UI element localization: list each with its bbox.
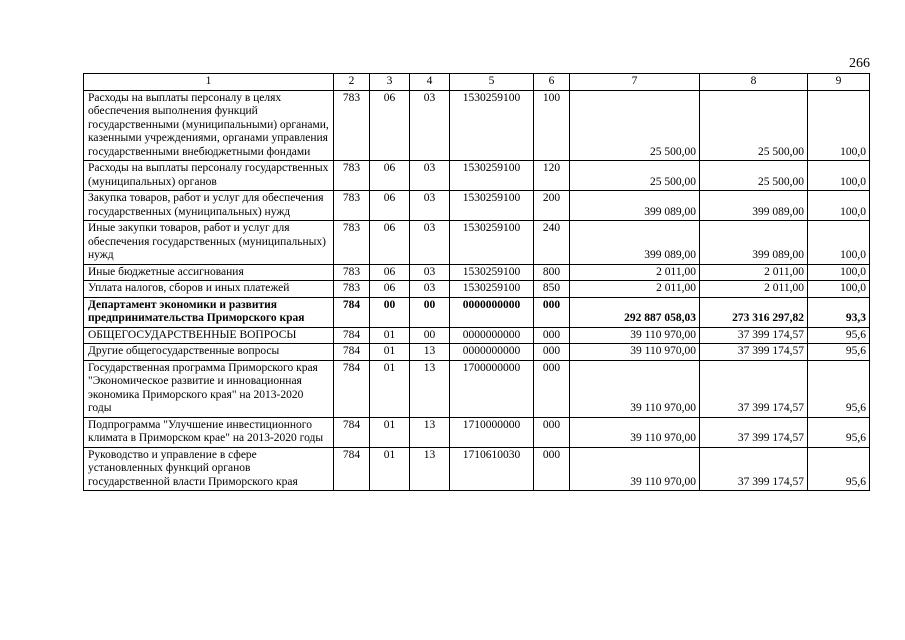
row-expense-type-code: 100	[534, 90, 570, 161]
row-expense-type-code: 000	[534, 344, 570, 361]
column-header-4: 4	[410, 74, 450, 91]
budget-table	[83, 73, 870, 491]
row-subsection-code: 13	[410, 417, 450, 447]
row-subsection-code: 13	[410, 360, 450, 417]
row-expense-type-code: 800	[534, 264, 570, 281]
column-header-6: 6	[534, 74, 570, 91]
row-name: ОБЩЕГОСУДАРСТВЕННЫЕ ВОПРОСЫ	[84, 327, 334, 344]
row-name: Иные закупки товаров, работ и услуг для обеспечения государственных (муниципальных) нужд	[84, 221, 334, 265]
column-header-2: 2	[334, 74, 370, 91]
row-actual-amount: 25 500,00	[700, 90, 808, 161]
row-name: Руководство и управление в сфере установленных функций органов государственной власти Приморского края	[84, 447, 334, 491]
table-row	[84, 90, 870, 161]
row-expense-type-code: 200	[534, 191, 570, 221]
row-planned-amount: 39 110 970,00	[570, 360, 700, 417]
table-row	[84, 281, 870, 298]
row-subsection-code: 03	[410, 90, 450, 161]
row-expense-type-code: 850	[534, 281, 570, 298]
row-actual-amount: 273 316 297,82	[700, 297, 808, 327]
row-actual-amount: 37 399 174,57	[700, 327, 808, 344]
column-header-5: 5	[450, 74, 534, 91]
row-name: Иные бюджетные ассигнования	[84, 264, 334, 281]
row-target-code: 1710610030	[450, 447, 534, 491]
row-subsection-code: 13	[410, 447, 450, 491]
row-target-code: 1530259100	[450, 90, 534, 161]
row-actual-amount: 399 089,00	[700, 221, 808, 265]
row-target-code: 0000000000	[450, 344, 534, 361]
row-ministry-code: 784	[334, 297, 370, 327]
row-percent: 100,0	[808, 281, 870, 298]
row-name: Расходы на выплаты персоналу в целях обеспечения выполнения функций государственными (муниципальными) органами, казенными учреждениями, органами управления государственными внебюджетными фондами	[84, 90, 334, 161]
row-planned-amount: 292 887 058,03	[570, 297, 700, 327]
row-actual-amount: 2 011,00	[700, 281, 808, 298]
row-section-code: 01	[370, 360, 410, 417]
row-target-code: 1530259100	[450, 191, 534, 221]
row-section-code: 01	[370, 417, 410, 447]
row-target-code: 1530259100	[450, 221, 534, 265]
row-percent: 100,0	[808, 264, 870, 281]
row-name: Уплата налогов, сборов и иных платежей	[84, 281, 334, 298]
row-section-code: 06	[370, 221, 410, 265]
column-header-8: 8	[700, 74, 808, 91]
row-planned-amount: 39 110 970,00	[570, 344, 700, 361]
row-expense-type-code: 120	[534, 161, 570, 191]
table-row	[84, 360, 870, 417]
row-section-code: 06	[370, 161, 410, 191]
row-actual-amount: 37 399 174,57	[700, 360, 808, 417]
column-header-7: 7	[570, 74, 700, 91]
row-target-code: 1530259100	[450, 264, 534, 281]
row-name: Закупка товаров, работ и услуг для обеспечения государственных (муниципальных) нужд	[84, 191, 334, 221]
row-ministry-code: 783	[334, 90, 370, 161]
row-planned-amount: 39 110 970,00	[570, 327, 700, 344]
row-planned-amount: 25 500,00	[570, 90, 700, 161]
page-number: 266	[849, 56, 870, 71]
row-expense-type-code: 240	[534, 221, 570, 265]
row-percent: 95,6	[808, 447, 870, 491]
row-ministry-code: 784	[334, 447, 370, 491]
row-actual-amount: 37 399 174,57	[700, 447, 808, 491]
row-name: Департамент экономики и развития предпринимательства Приморского края	[84, 297, 334, 327]
row-percent: 95,6	[808, 344, 870, 361]
row-expense-type-code: 000	[534, 360, 570, 417]
row-percent: 100,0	[808, 161, 870, 191]
row-target-code: 0000000000	[450, 327, 534, 344]
row-expense-type-code: 000	[534, 297, 570, 327]
row-name: Государственная программа Приморского края "Экономическое развитие и инновационная экономика Приморского края" на 2013-2020 годы	[84, 360, 334, 417]
table-row	[84, 344, 870, 361]
row-ministry-code: 783	[334, 281, 370, 298]
table-header-row	[84, 74, 870, 91]
row-ministry-code: 783	[334, 161, 370, 191]
row-target-code: 1530259100	[450, 161, 534, 191]
row-expense-type-code: 000	[534, 447, 570, 491]
row-planned-amount: 2 011,00	[570, 281, 700, 298]
row-section-code: 06	[370, 281, 410, 298]
row-section-code: 06	[370, 264, 410, 281]
column-header-3: 3	[370, 74, 410, 91]
row-actual-amount: 37 399 174,57	[700, 417, 808, 447]
row-subsection-code: 00	[410, 297, 450, 327]
row-section-code: 00	[370, 297, 410, 327]
table-row	[84, 327, 870, 344]
row-target-code: 0000000000	[450, 297, 534, 327]
column-header-1: 1	[84, 74, 334, 91]
row-target-code: 1530259100	[450, 281, 534, 298]
row-planned-amount: 399 089,00	[570, 191, 700, 221]
row-target-code: 1700000000	[450, 360, 534, 417]
row-planned-amount: 25 500,00	[570, 161, 700, 191]
row-planned-amount: 39 110 970,00	[570, 447, 700, 491]
column-header-9: 9	[808, 74, 870, 91]
row-actual-amount: 37 399 174,57	[700, 344, 808, 361]
row-percent: 95,6	[808, 327, 870, 344]
row-name: Другие общегосударственные вопросы	[84, 344, 334, 361]
row-percent: 95,6	[808, 417, 870, 447]
row-section-code: 06	[370, 191, 410, 221]
table-row	[84, 161, 870, 191]
row-planned-amount: 399 089,00	[570, 221, 700, 265]
table-row	[84, 191, 870, 221]
row-subsection-code: 03	[410, 264, 450, 281]
table-row	[84, 417, 870, 447]
row-ministry-code: 783	[334, 221, 370, 265]
table-row	[84, 297, 870, 327]
row-section-code: 01	[370, 344, 410, 361]
row-percent: 93,3	[808, 297, 870, 327]
row-planned-amount: 39 110 970,00	[570, 417, 700, 447]
row-actual-amount: 25 500,00	[700, 161, 808, 191]
row-actual-amount: 2 011,00	[700, 264, 808, 281]
row-ministry-code: 784	[334, 360, 370, 417]
row-subsection-code: 03	[410, 221, 450, 265]
table-row	[84, 264, 870, 281]
row-name: Расходы на выплаты персоналу государственных (муниципальных) органов	[84, 161, 334, 191]
row-ministry-code: 784	[334, 417, 370, 447]
row-section-code: 06	[370, 90, 410, 161]
row-percent: 95,6	[808, 360, 870, 417]
row-percent: 100,0	[808, 221, 870, 265]
table-row	[84, 221, 870, 265]
row-expense-type-code: 000	[534, 327, 570, 344]
row-section-code: 01	[370, 447, 410, 491]
row-actual-amount: 399 089,00	[700, 191, 808, 221]
row-ministry-code: 783	[334, 191, 370, 221]
row-subsection-code: 03	[410, 161, 450, 191]
table-row	[84, 447, 870, 491]
row-ministry-code: 783	[334, 264, 370, 281]
row-target-code: 1710000000	[450, 417, 534, 447]
row-section-code: 01	[370, 327, 410, 344]
table-body	[84, 90, 870, 491]
row-subsection-code: 03	[410, 191, 450, 221]
row-percent: 100,0	[808, 90, 870, 161]
row-ministry-code: 784	[334, 327, 370, 344]
row-ministry-code: 784	[334, 344, 370, 361]
row-planned-amount: 2 011,00	[570, 264, 700, 281]
row-subsection-code: 00	[410, 327, 450, 344]
row-subsection-code: 03	[410, 281, 450, 298]
row-percent: 100,0	[808, 191, 870, 221]
row-subsection-code: 13	[410, 344, 450, 361]
row-expense-type-code: 000	[534, 417, 570, 447]
row-name: Подпрограмма "Улучшение инвестиционного климата в Приморском крае" на 2013-2020 годы	[84, 417, 334, 447]
